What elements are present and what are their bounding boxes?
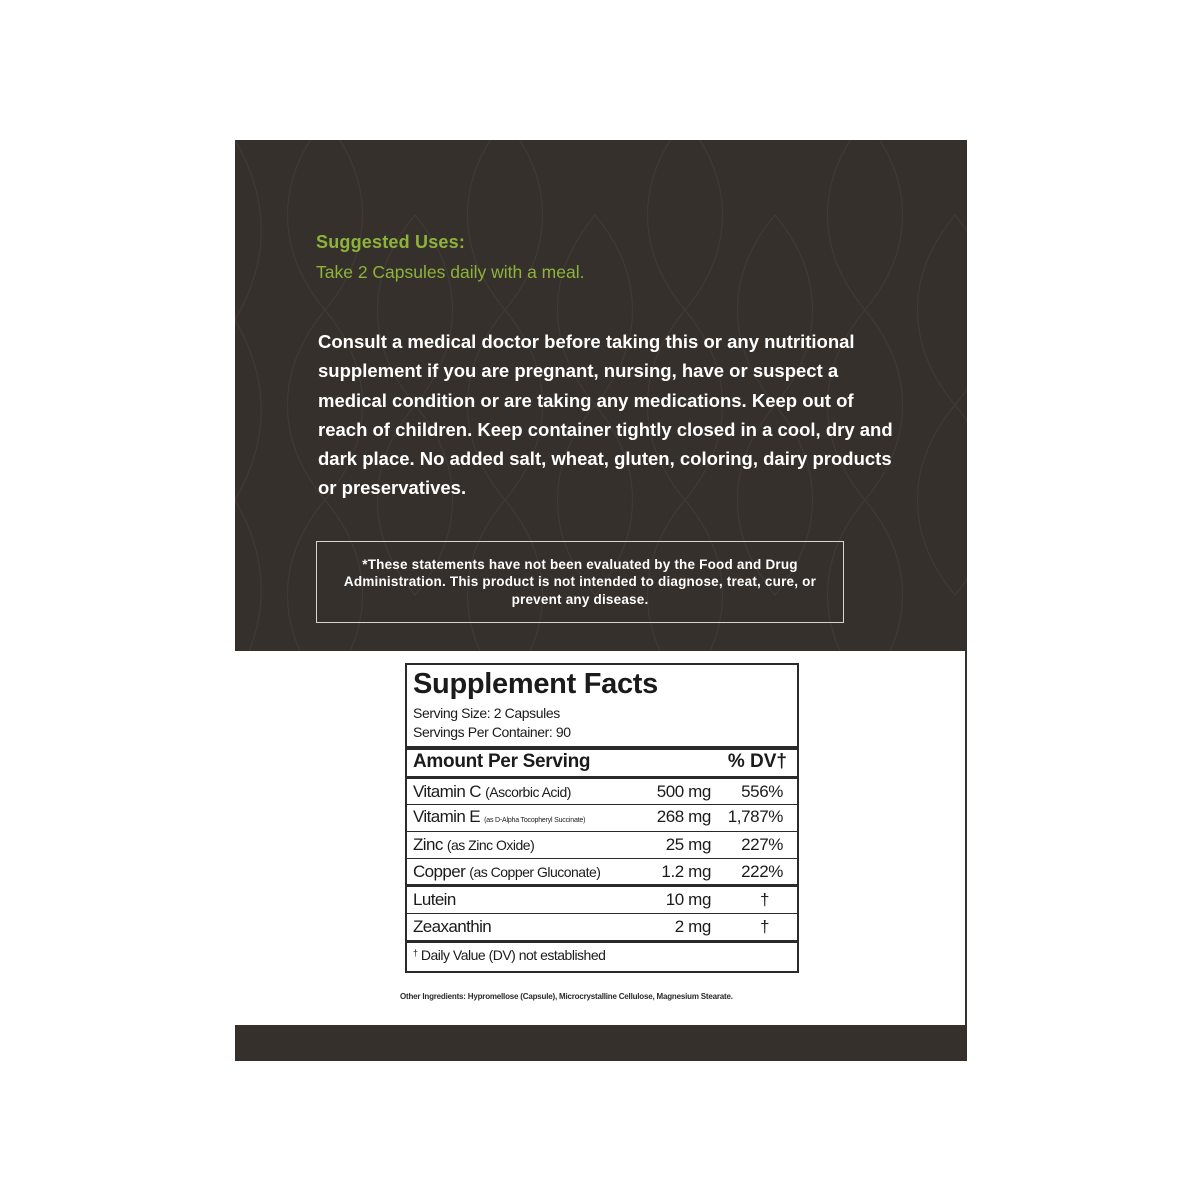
fda-disclaimer-text: *These statements have not been evaluated by the Food and Drug Administration. This product is not intended to diagnose, treat, cure, or prevent any disease. [343,556,817,607]
nutrient-row-zinc [407,832,797,858]
nutrient-amount: 500 mg [656,782,711,801]
panel-edge [965,651,967,1025]
supplement-facts-panel [405,663,799,973]
other-ingredients: Other Ingredients: Hypromellose (Capsule), Microcrystalline Cellulose, Magnesium Stearate. [400,992,733,1001]
nutrient-row-zeaxanthin [407,914,797,940]
nutrient-name: Vitamin E (as D-Alpha Tocopheryl Succinate) [413,807,586,826]
label-bottom-band [235,1025,967,1061]
nutrient-name: Lutein [413,890,456,909]
nutrient-amount: 1.2 mg [661,862,711,881]
suggested-uses-title: Suggested Uses: [316,232,466,252]
nutrient-row-vitamin-c [407,779,797,805]
nutrient-dv: 1,787% [727,807,783,826]
serving-size: Serving Size: 2 Capsules [413,705,560,721]
nutrient-row-lutein [407,887,797,913]
servings-per-container: Servings Per Container: 90 [413,724,571,740]
nutrient-amount: 25 mg [665,835,711,854]
amount-per-serving-header: Amount Per Serving [413,751,591,772]
nutrient-dv: 222% [741,862,783,881]
nutrient-dv: 227% [741,835,783,854]
label-top-panel [235,140,967,651]
nutrient-amount: 2 mg [674,917,711,936]
nutrient-row-vitamin-e [407,804,797,830]
nutrient-row-copper [407,859,797,885]
thick-rule [407,746,797,750]
warning-text: Consult a medical doctor before taking this or any nutritional supplement if you are pregnant, nursing, have or suspect a medical condition or are taking any medications. Keep out of reach of children. Keep container tightly closed in a cool, dry and dark place. No added salt, wheat, gluten, coloring, dairy products or preservatives. [318,331,893,499]
nutrient-dv: † [759,890,769,909]
fda-disclaimer-box [316,541,844,623]
nutrient-dv: † [759,917,769,936]
dv-footnote: † Daily Value (DV) not established [413,947,606,963]
nutrient-dv: 556% [741,782,783,801]
nutrient-amount: 268 mg [656,807,711,826]
nutrient-name: Zinc (as Zinc Oxide) [413,835,535,854]
nutrient-name: Copper (as Copper Gluconate) [413,862,601,881]
footer-rule [407,940,797,943]
daily-value-header: % DV† [727,751,787,772]
supplement-facts-title: Supplement Facts [413,668,658,700]
nutrient-amount: 10 mg [665,890,711,909]
suggested-uses-text: Take 2 Capsules daily with a meal. [316,262,585,282]
supplement-label [235,140,967,1061]
nutrient-name: Zeaxanthin [413,917,492,936]
nutrient-name: Vitamin C (Ascorbic Acid) [413,782,571,801]
